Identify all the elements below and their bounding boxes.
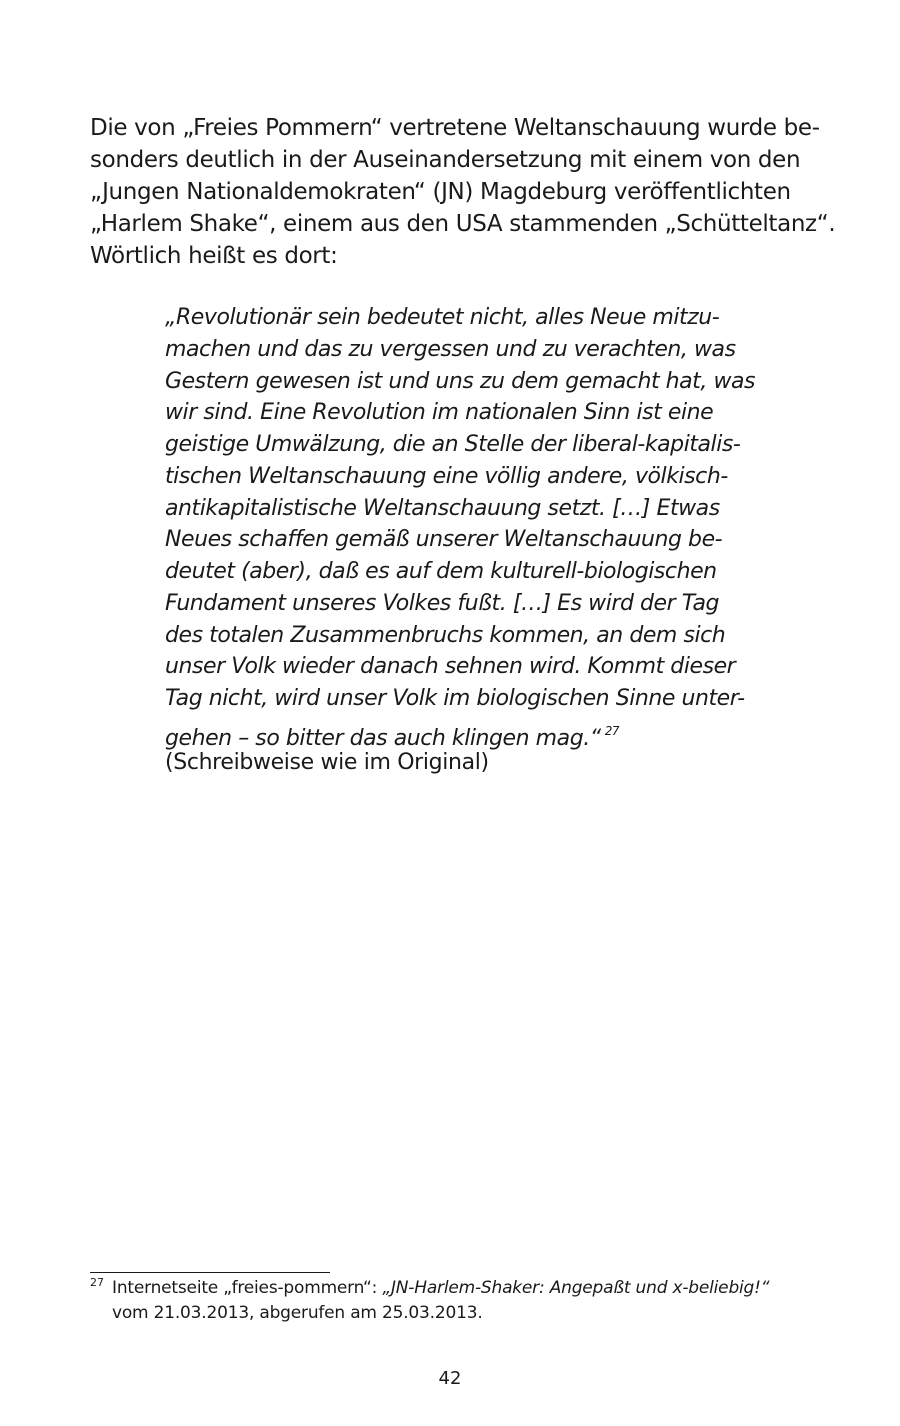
- paragraph-line: „Harlem Shake“, einem aus den USA stammenden „Schütteltanz“.: [90, 211, 836, 237]
- quote-line: Gestern gewesen ist und uns zu dem gemacht hat, was: [165, 369, 756, 394]
- quote-line: Tag nicht, wird unser Volk im biologischen Sinne unter-: [165, 686, 745, 711]
- quote-line: machen und das zu vergessen und zu verachten, was: [165, 337, 736, 362]
- quote-line: des totalen Zusammenbruchs kommen, an dem sich: [165, 623, 726, 648]
- quote-line: unser Volk wieder danach sehnen wird. Kommt dieser: [165, 654, 736, 679]
- footnote-number: 27: [90, 1276, 104, 1289]
- quote-line: antikapitalistische Weltanschauung setzt. […] Etwas: [165, 496, 720, 521]
- paragraph-line: Die von „Freies Pommern“ vertretene Weltanschauung wurde be-: [90, 115, 820, 141]
- footnote-line-2: vom 21.03.2013, abgerufen am 25.03.2013.: [112, 1303, 483, 1323]
- footnote-line-1: [112, 1277, 769, 1299]
- paragraph-line: Wörtlich heißt es dort:: [90, 243, 338, 269]
- quote-line: geistige Umwälzung, die an Stelle der liberal-kapitalis-: [165, 432, 741, 457]
- footnote-prefix: Internetseite „freies-pommern“:: [112, 1278, 383, 1298]
- quote-line-text: gehen – so bitter das auch klingen mag.“: [165, 726, 601, 751]
- quote-line: deutet (aber), daß es auf dem kulturell-biologischen: [165, 559, 717, 584]
- paragraph-line: sonders deutlich in der Auseinandersetzung mit einem von den: [90, 147, 801, 173]
- footnote-reference[interactable]: 27: [604, 724, 620, 738]
- quote-line: Neues schaffen gemäß unserer Weltanschauung be-: [165, 527, 723, 552]
- page-number: 42: [438, 1368, 462, 1389]
- spelling-note: (Schreibweise wie im Original): [165, 750, 489, 775]
- footnote-divider: [90, 1272, 330, 1273]
- quote-line: Fundament unseres Volkes fußt. […] Es wird der Tag: [165, 591, 720, 616]
- footnote-title: „JN-Harlem-Shaker: Angepaßt und x-beliebig!“: [382, 1278, 770, 1298]
- quote-line: „Revolutionär sein bedeutet nicht, alles Neue mitzu-: [165, 305, 720, 330]
- paragraph-line: „Jungen Nationaldemokraten“ (JN) Magdeburg veröffentlichten: [90, 179, 791, 205]
- quote-line: wir sind. Eine Revolution im nationalen Sinn ist eine: [165, 400, 714, 425]
- quote-line: tischen Weltanschauung eine völlig andere, völkisch-: [165, 464, 728, 489]
